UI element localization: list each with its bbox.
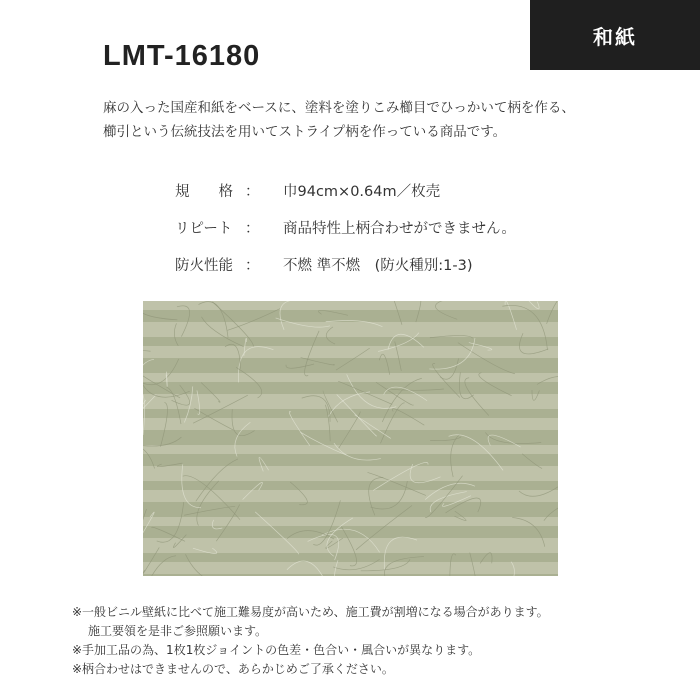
note-line: ※手加工品の為、1枚1枚ジョイントの色差・色合い・風合いが異なります。 xyxy=(72,643,481,657)
notes xyxy=(72,603,549,679)
category-badge-label: 和紙 xyxy=(593,24,637,49)
spec-table xyxy=(175,172,516,283)
spec-value: 不燃 準不燃 (防火種別:1-3) xyxy=(283,258,473,274)
product-code: LMT-16180 xyxy=(103,40,261,72)
spec-separator: ： xyxy=(245,184,260,200)
spec-row-fire-rating xyxy=(175,246,516,283)
spec-value: 巾94cm×0.64m／枚売 xyxy=(283,184,441,200)
note-line: ※一般ビニル壁紙に比べて施工難易度が高いため、施工費が割増になる場合があります。 xyxy=(72,605,549,619)
spec-row-size xyxy=(175,172,516,209)
description-line: 櫛引という伝統技法を用いてストライプ柄を作っている商品です。 xyxy=(103,124,507,140)
wallpaper-swatch-image xyxy=(143,301,558,576)
spec-label: 規 格 xyxy=(175,184,233,200)
spec-label: 防火性能 xyxy=(175,258,233,274)
spec-separator: ： xyxy=(245,221,260,237)
spec-separator: ： xyxy=(245,258,260,274)
category-badge xyxy=(530,0,700,70)
note-line: ※柄合わせはできませんので、あらかじめご了承ください。 xyxy=(72,662,394,676)
note-line: 施工要領を是非ご参照願います。 xyxy=(88,624,268,638)
spec-value: 商品特性上柄合わせができません。 xyxy=(283,221,516,237)
spec-row-repeat xyxy=(175,209,516,246)
spec-label: リピート xyxy=(175,221,233,237)
swatch-texture xyxy=(143,301,558,576)
product-description xyxy=(103,96,663,144)
description-line: 麻の入った国産和紙をベースに、塗料を塗りこみ櫛目でひっかいて柄を作る、 xyxy=(103,100,575,116)
